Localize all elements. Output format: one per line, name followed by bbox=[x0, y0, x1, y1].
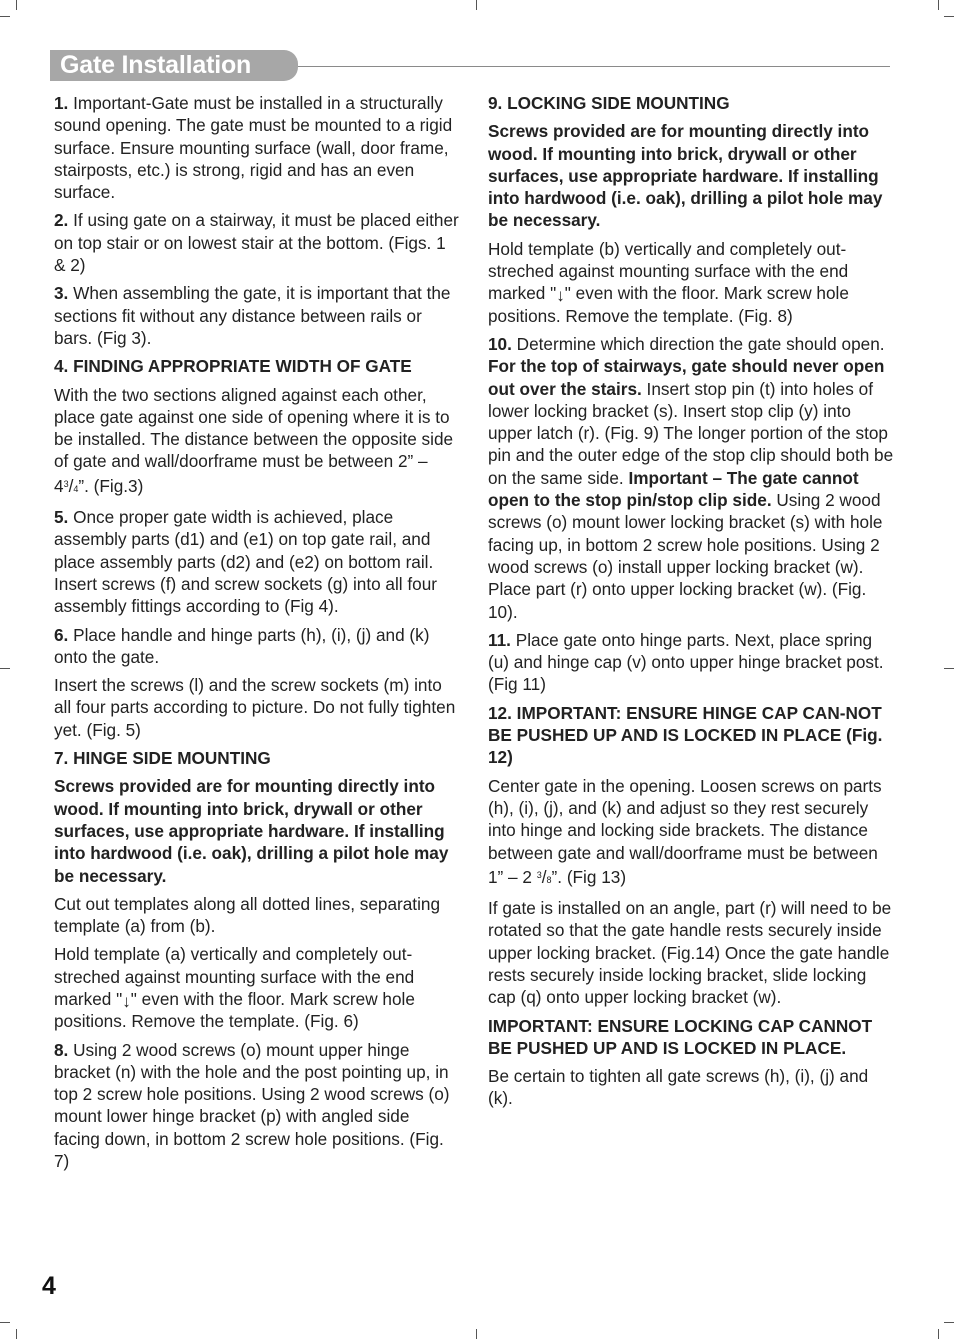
step-9-warning: Screws provided are for mounting directly into wood. If mounting into brick, drywall or other surfaces, use appropriate hardware. If installing into hardwood (i.e. oak), drilling a pilot hole may be necessary. bbox=[488, 121, 883, 231]
crop-mark bbox=[16, 0, 17, 10]
step-2: 2. If using gate on a stairway, it must be placed either on top stair or on lowest stair at the bottom. (Figs. 1 & 2) bbox=[54, 210, 459, 276]
page-title: Gate Installation bbox=[60, 51, 252, 79]
step-7-text: Cut out templates along all dotted lines, separating template (a) from (b). bbox=[54, 893, 441, 937]
step-4-text: With the two sections aligned against each other, place gate against one side of opening where it is to be installed. The distance between the opposite side of gate and wall/doorframe must be between 2” – $4^3/4$”. (Fig.3) bbox=[54, 384, 454, 496]
step-7-warning: Screws provided are for mounting directly into wood. If mounting into brick, drywall or other surfaces, use appropriate hardware. If installing into hardwood (i.e. oak), drilling a pilot hole may be necessary. bbox=[54, 776, 449, 886]
crop-mark bbox=[476, 0, 477, 10]
step-12-angle-text: If gate is installed on an angle, part (r) will need to be rotated so that the gate handle rests securely inside upper locking bracket. (Fig.14) Once the gate handle rests securely inside locking bracket, slide locking cap (q) onto upper locking bracket (w). bbox=[488, 898, 892, 1008]
locking-cap-warning: IMPORTANT: ENSURE LOCKING CAP CANNOT BE PUSHED UP AND IS LOCKED IN PLACE. bbox=[488, 1015, 873, 1058]
crop-mark bbox=[938, 0, 939, 10]
step-12-text: Center gate in the opening. Loosen screws on parts (h), (i), (j), and (k) and adjust so they rest securely into hinge and locking side brackets. The distance between gate and wall/doorframe must be between 1” – 2 $^3$/8”. (Fig 13) bbox=[488, 775, 882, 887]
crop-mark bbox=[944, 16, 954, 17]
step-8: 8. Using 2 wood screws (o) mount upper hinge bracket (n) with the hole and the post pointing up, in top 2 screw hole positions. Using 2 wood screws (o) mount lower hinge bracket (p) with angled side facing down, in bottom 2 screw hole positions. (Fig. 7) bbox=[54, 1039, 450, 1172]
step-5: 5. Once proper gate width is achieved, place assembly parts (d1) and (e1) on top gate rail, and place assembly parts (d2) and (e2) on bottom rail. Insert screws (f) and screw sockets (g) into all four assembly fittings according to (Fig 4). bbox=[54, 507, 438, 617]
crop-mark bbox=[16, 1329, 17, 1339]
crop-mark bbox=[0, 668, 10, 669]
crop-mark bbox=[938, 1329, 939, 1339]
step-7-heading: 7. HINGE SIDE MOUNTING bbox=[54, 748, 271, 769]
step-6-text: Insert the screws (l) and the screw sockets (m) into all four parts according to picture. Do not fully tighten yet. (Fig. 5) bbox=[54, 675, 456, 740]
page-number: 4 bbox=[42, 1272, 56, 1300]
arrow-down-icon: ↓ bbox=[556, 285, 565, 306]
step-7-template-text: Hold template (a) vertically and completely out-streched against mounting surface with the end marked "↓" even with the floor. Mark screw hole positions. Remove the template. (Fig. 6) bbox=[54, 944, 415, 1032]
step-12-heading: 12. IMPORTANT: ENSURE HINGE CAP CAN-NOT BE PUSHED UP AND IS LOCKED IN PLACE (Fig. 12) bbox=[488, 702, 883, 768]
step-11: 11. Place gate onto hinge parts. Next, place spring (u) and hinge cap (v) onto upper hinge bracket post. (Fig 11) bbox=[488, 629, 884, 695]
final-instruction: Be certain to tighten all gate screws (h), (i), (j) and (k). bbox=[488, 1066, 869, 1109]
crop-mark bbox=[0, 16, 10, 17]
right-column bbox=[488, 92, 894, 1116]
arrow-down-icon: ↓ bbox=[122, 990, 131, 1011]
crop-mark bbox=[944, 1322, 954, 1323]
step-1: 1. Important-Gate must be installed in a structurally sound opening. The gate must be mounted to a rigid surface. Ensure mounting surface (wall, door frame, stairposts, etc.) is strong, rigid and has an even surface. bbox=[54, 93, 453, 203]
crop-mark bbox=[944, 668, 954, 669]
section-header-tab bbox=[50, 50, 298, 81]
step-3: 3. When assembling the gate, it is important that the sections fit without any distance between rails or bars. (Fig 3). bbox=[54, 283, 451, 348]
step-9-heading: 9. LOCKING SIDE MOUNTING bbox=[488, 93, 730, 113]
header-divider bbox=[298, 66, 890, 67]
left-column bbox=[54, 92, 460, 1178]
crop-mark bbox=[0, 1322, 10, 1323]
crop-mark bbox=[476, 1329, 477, 1339]
step-10: 10. Determine which direction the gate should open. For the top of stairways, gate should never open out over the stairs. Insert stop pin (t) into holes of lower locking bracket (s). Insert stop clip (y) into upper latch (r). (Fig. 9) The longer portion of the stop pin and the outer edge of the stop clip should both be on the same side. Important – The gate cannot open to the stop pin/stop clip side. Using 2 wood screws (o) mount lower locking bracket (s) with hole facing up, in bottom 2 screw hole positions. Using 2 wood screws (o) install upper locking bracket (w). Place part (r) onto upper locking bracket (w). (Fig. 10). bbox=[488, 333, 894, 622]
step-9-text: Hold template (b) vertically and completely out-streched against mounting surface with the end marked "↓" even with the floor. Mark screw hole positions. Remove the template. (Fig. 8) bbox=[488, 238, 849, 326]
step-6: 6. Place handle and hinge parts (h), (i), (j) and (k) onto the gate. bbox=[54, 624, 430, 667]
step-4-heading: 4. FINDING APPROPRIATE WIDTH OF GATE bbox=[54, 356, 412, 377]
